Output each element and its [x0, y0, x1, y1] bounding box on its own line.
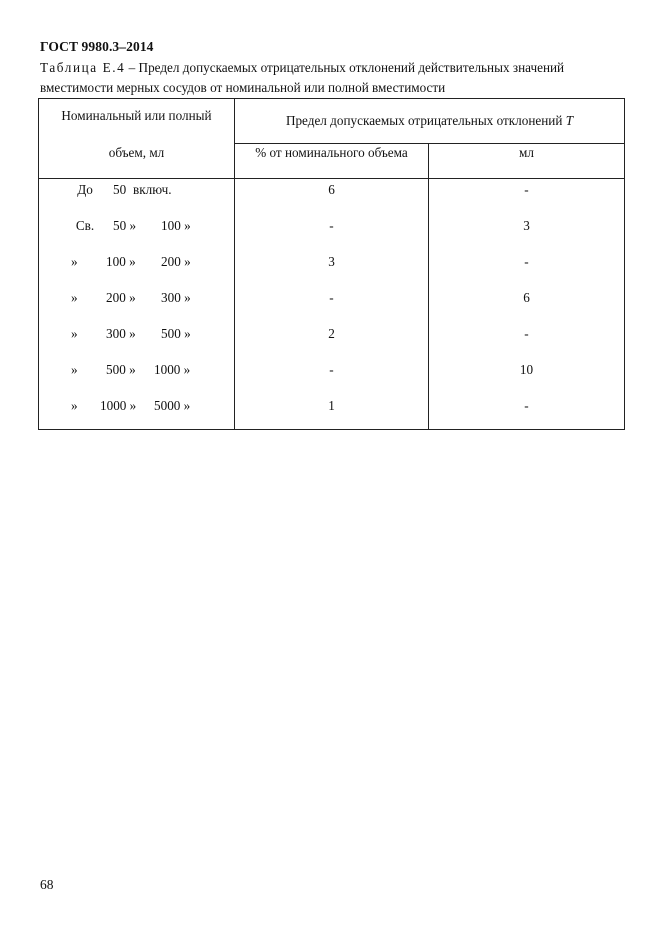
range-from: 200 »: [106, 290, 136, 305]
percent-cell: 3: [235, 251, 429, 287]
ml-cell: 6: [429, 287, 625, 323]
range-prefix: »: [71, 290, 78, 305]
percent-cell: 1: [235, 395, 429, 430]
table-row: [39, 251, 625, 287]
caption-text: – Предел допускаемых отрицательных отклонений действительных значений вместимости мерных сосудов от номинальной или полной вместимости: [40, 60, 565, 95]
tolerance-table: [38, 98, 625, 430]
header-ml: мл: [429, 144, 625, 179]
range-cell: [39, 395, 235, 430]
percent-cell: -: [235, 359, 429, 395]
table-row: [39, 287, 625, 323]
ml-cell: -: [429, 251, 625, 287]
percent-cell: 2: [235, 323, 429, 359]
table-caption: [40, 58, 625, 98]
range-to: 200 »: [161, 254, 191, 269]
ml-cell: -: [429, 323, 625, 359]
header-deviation-limit: [235, 99, 625, 144]
percent-cell: 6: [235, 179, 429, 216]
range-prefix: »: [71, 362, 78, 377]
range-cell: [39, 179, 235, 216]
caption-label: Таблица Е.4: [40, 60, 126, 75]
range-prefix: До: [77, 182, 93, 197]
document-header: ГОСТ 9980.3–2014: [40, 39, 154, 54]
table-body: [39, 179, 625, 430]
ml-cell: -: [429, 395, 625, 430]
range-to: 1000 »: [154, 362, 191, 377]
range-from: 50: [113, 182, 127, 197]
ml-cell: -: [429, 179, 625, 216]
range-cell: [39, 323, 235, 359]
header-nominal-volume: [39, 99, 235, 179]
table-row: [39, 323, 625, 359]
range-to: 100 »: [161, 218, 191, 233]
percent-cell: -: [235, 215, 429, 251]
range-cell: [39, 359, 235, 395]
range-from: 1000 »: [100, 398, 137, 413]
range-cell: [39, 215, 235, 251]
percent-cell: -: [235, 287, 429, 323]
range-cell: [39, 251, 235, 287]
header-nominal-line1: Номинальный или полный: [61, 108, 212, 123]
header-nominal-line2: объем, мл: [108, 145, 165, 160]
range-to: 300 »: [161, 290, 191, 305]
range-from: 50 »: [113, 218, 137, 233]
range-cell: [39, 287, 235, 323]
range-suffix: включ.: [133, 182, 172, 197]
range-from: 100 »: [106, 254, 136, 269]
range-from: 500 »: [106, 362, 136, 377]
header-deviation-var: T: [565, 113, 574, 128]
ml-cell: 10: [429, 359, 625, 395]
table-row: [39, 395, 625, 430]
table-row: [39, 215, 625, 251]
range-to: 5000 »: [154, 398, 191, 413]
range-to: 500 »: [161, 326, 191, 341]
table-row: [39, 359, 625, 395]
ml-cell: 3: [429, 215, 625, 251]
range-from: 300 »: [106, 326, 136, 341]
range-prefix: Св.: [75, 218, 95, 233]
table-row: [39, 179, 625, 216]
page-number: 68: [40, 877, 54, 892]
range-prefix: »: [71, 326, 78, 341]
range-prefix: »: [71, 398, 78, 413]
range-prefix: »: [71, 254, 78, 269]
header-deviation-text: Предел допускаемых отрицательных отклонений: [285, 113, 563, 128]
header-percent: % от номинального объема: [235, 144, 429, 179]
